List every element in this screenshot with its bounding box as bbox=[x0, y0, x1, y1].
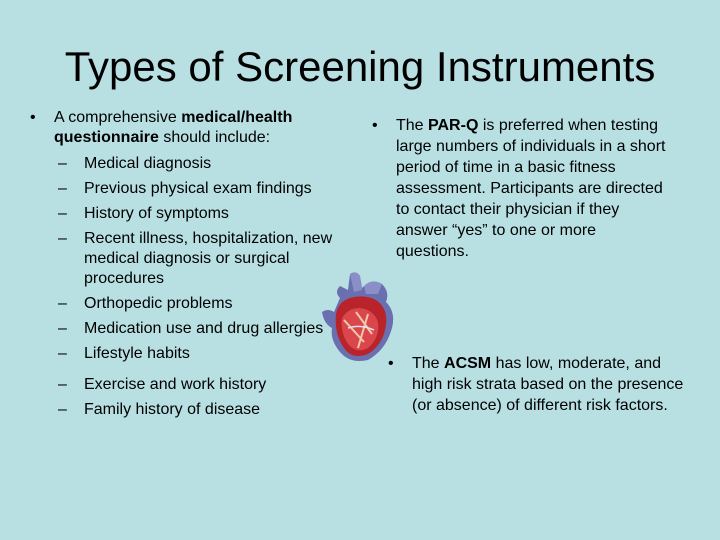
dash-marker: – bbox=[58, 345, 67, 362]
acsm-bullet bbox=[388, 353, 688, 416]
list-item bbox=[58, 344, 350, 364]
left-column bbox=[30, 108, 350, 425]
list-item-text: Family history of disease bbox=[84, 401, 261, 418]
list-item-text: Previous physical exam findings bbox=[84, 180, 312, 197]
dash-marker: – bbox=[58, 155, 67, 172]
list-item bbox=[58, 294, 350, 314]
bullet-marker: • bbox=[30, 109, 36, 126]
dash-marker: – bbox=[58, 295, 67, 312]
dash-marker: – bbox=[58, 320, 67, 337]
list-item-text: Lifestyle habits bbox=[84, 345, 190, 362]
main-bullet bbox=[30, 108, 350, 148]
list-item bbox=[58, 229, 350, 289]
list-item-text: Recent illness, hospitalization, new medical diagnosis or surgical procedures bbox=[84, 230, 333, 287]
heart-graphic bbox=[320, 268, 400, 364]
list-item bbox=[58, 179, 350, 199]
dash-marker: – bbox=[58, 180, 67, 197]
parq-prefix: The bbox=[396, 117, 429, 134]
bullet-text bbox=[54, 108, 350, 148]
dash-marker: – bbox=[58, 205, 67, 222]
parq-bullet bbox=[372, 115, 672, 262]
dash-marker: – bbox=[58, 376, 67, 393]
list-item bbox=[58, 375, 350, 395]
list-item bbox=[58, 400, 350, 420]
parq-bold: PAR-Q bbox=[428, 117, 479, 134]
list-item bbox=[58, 154, 350, 174]
acsm-text bbox=[412, 353, 688, 416]
list-item-text: Exercise and work history bbox=[84, 376, 267, 393]
list-item-text: History of symptoms bbox=[84, 205, 229, 222]
list-item bbox=[58, 319, 350, 339]
acsm-suffix: has low, moderate, and high risk strata based on the presence (or absence) of different risk factors. bbox=[412, 355, 684, 414]
parq-text bbox=[396, 115, 672, 262]
slide-title: Types of Screening Instruments bbox=[64, 43, 656, 90]
bullet-marker: • bbox=[372, 117, 378, 134]
dash-marker: – bbox=[58, 401, 67, 418]
acsm-bold: ACSM bbox=[444, 355, 492, 372]
bullet-marker: • bbox=[388, 355, 394, 372]
parq-suffix: is preferred when testing large numbers of individuals in a short period of time in a basic fitness assessment. Participants are directed to contact their physician if they answer “yes” to one or more questions. bbox=[396, 117, 666, 260]
dash-marker: – bbox=[58, 230, 67, 247]
list-item-text: Medication use and drug allergies bbox=[84, 320, 324, 337]
intro-prefix: A comprehensive bbox=[54, 109, 182, 126]
acsm-prefix: The bbox=[412, 355, 445, 372]
list-item-text: Medical diagnosis bbox=[84, 155, 212, 172]
anatomical-heart-icon bbox=[320, 268, 400, 364]
questionnaire-items-list bbox=[58, 154, 350, 420]
intro-bold: medical/health questionnaire bbox=[54, 109, 293, 146]
intro-suffix: should include: bbox=[158, 129, 271, 146]
list-item bbox=[58, 204, 350, 224]
list-item-text: Orthopedic problems bbox=[84, 295, 233, 312]
